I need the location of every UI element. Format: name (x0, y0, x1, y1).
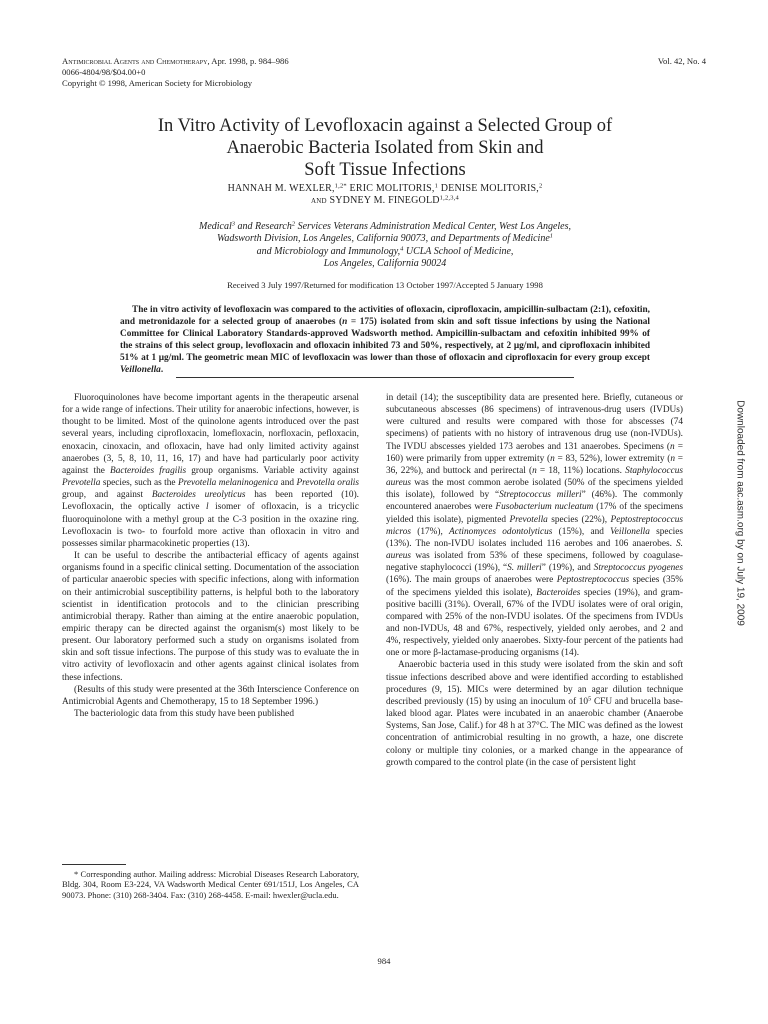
text: = 18, 11%) locations. (536, 465, 626, 476)
running-header (62, 56, 289, 89)
download-note: Downloaded from aac.asm.org by on July 19, 2009 (734, 400, 746, 626)
italic-text: Veillonella (610, 526, 650, 537)
affiliation-text: Los Angeles, California 90024 (323, 257, 447, 269)
paragraph (62, 392, 359, 550)
author-list (80, 183, 690, 207)
text: species (22%), (547, 514, 611, 525)
italic-text: Peptostreptococcus (556, 575, 630, 586)
italic-text: Bacteroides ureolyticus (151, 490, 246, 501)
italic-text: S. milleri (507, 563, 542, 574)
title-line: In Vitro Activity of Levofloxacin against a Selected Group of (157, 116, 613, 136)
text: CFU and brucella base-laked blood agar. Plates were incubated in an anaerobic chamber (Anaerobe Systems, San Jose, Calif.) for 48 h at 37°C. The MIC was defined as the lowest concentration of antimicrobial resulting in no growth, a haze, one discrete colony or multiple tiny colonies, or a marked change in the appearance of growth compared to the control plate (in the case of persistent light (386, 696, 683, 768)
abstract-divider (176, 377, 574, 378)
received-dates: Received 3 July 1997/Returned for modification 13 October 1997/Accepted 5 January 1998 (227, 280, 543, 290)
text: (17% of the specimens yielded this isolate), pigmented (386, 502, 683, 525)
affiliation-mark: 1 (549, 232, 554, 240)
italic-text: n (670, 453, 676, 464)
text: species (35% of the specimens yielded this isolate), (386, 575, 683, 598)
italic-text: l (206, 502, 209, 513)
italic-text: Bacteroides fragilis (110, 465, 187, 476)
affiliation-text: Services Veterans Administration Medical Center, West Los Angeles, (295, 221, 571, 232)
text: (17%), (410, 526, 450, 537)
abstract-italic: n (342, 317, 348, 328)
title-line: Soft Tissue Infections (304, 160, 466, 180)
text: and (278, 478, 297, 489)
italic-text: Streptococcus pyogenes (593, 563, 683, 574)
abstract-text: The in vitro activity of levofloxacin was compared to the activities of ofloxacin, ciprofloxacin, ampicillin-sulbactam (2:1), cefoxitin, and metronidazole for a selected group of anaerobes ( (120, 305, 650, 328)
text: isomer of ofloxacin, is a tricyclic fluoroquinolone with a methyl group at the C-3 position in the oxazine ring. Levofloxacin is two- to fourfold more active than ofloxacin in vitro and possesses similar pharmacokinetic properties (13). (62, 502, 360, 549)
text: group, and against (62, 490, 152, 501)
affiliation-text: and Research (235, 221, 292, 232)
italic-text: Bacteroides (536, 587, 581, 598)
italic-text: Fusobacterium nucleatum (495, 502, 594, 513)
text: ” (19%), and (541, 563, 594, 574)
abstract-text: = 175) isolated from skin and soft tissue infections by using the National Committee for Clinical Laboratory Standards-approved Wadsworth method. Ampicillin-sulbactam and cefoxitin inhibited 99% of the strains of this select group, levofloxacin and ofloxacin inhibited 73 and 50%, respectively, at 2 μg/ml, and ciprofloxacin inhibited 51% at 1 μg/ml. The geometric mean MIC of levofloxacin was lower than those of ofloxacin and ciprofloxacin for every group except (120, 317, 651, 364)
affiliation-text: Wadsworth Division, Los Angeles, California 90073, and Departments of Medicine (216, 233, 550, 245)
affiliation-text: and Microbiology and Immunology, (256, 245, 401, 257)
affiliation-text: Medical (198, 221, 232, 232)
author-affiliation-mark: 1,2,3,4 (439, 194, 459, 202)
journal-name: Antimicrobial Agents and Chemotherapy (62, 56, 208, 66)
italic-text: Peptostreptococcus micros (386, 514, 683, 537)
affiliations (80, 221, 690, 270)
text: species, such as the (100, 478, 178, 489)
italic-text: Prevotella oralis (296, 478, 360, 489)
abstract-text: . (160, 365, 164, 376)
author-name: HANNAH M. WEXLER, (227, 183, 335, 194)
italic-text: Actinomyces odontolyticus (449, 526, 553, 537)
text: species (13%). The non-IVDU isolates included 116 aerobes and 106 anaerobes. (386, 526, 683, 549)
abstract-italic: Veillonella (120, 365, 161, 376)
title-line: Anaerobic Bacteria Isolated from Skin and (226, 138, 544, 158)
text: was isolated from 53% of these specimens, followed by coagulase-negative staphylococci (19%), “ (386, 551, 683, 574)
affiliation-mark: 3 (231, 220, 235, 228)
affiliation-mark: 4 (400, 245, 404, 253)
italic-text: Prevotella (62, 478, 101, 489)
journal-citation (62, 56, 289, 67)
text: = 160) were primarily from upper extremity ( (386, 441, 683, 464)
volume-info: Vol. 42, No. 4 (657, 56, 706, 66)
paragraph (386, 392, 683, 659)
text: in detail (14); the susceptibility data are presented here. Briefly, cutaneous or subcutaneous abscesses (86 specimens) of intravenous-drug users (IVDUs) were cultured and results were compared with those for abscesses (74 specimens) of patients with no history of intravenous drug use (non-IVDUs). The IVDU abscesses yielded 173 aerobes and 131 anaerobes. Specimens ( (386, 393, 683, 452)
paragraph: It can be useful to describe the antibacterial efficacy of agents against organisms found in a specific clinical setting. Documentation of the association of particular anaerobic species with specific infections, along with information on their antimicrobial susceptibility patterns, is helpful both to the laboratory scientist in identification protocols and to the clinician prescribing antimicrobial therapy. Rather than aiming at the entire anaerobic population, empiric therapy can be directed against the organism(s) most likely to be present. Our laboratory performed such a study on organisms isolated from skin and soft tissue infections. The purpose of this study was to evaluate the in vitro activity of levofloxacin and other agents against clinical isolates from these infections. (62, 551, 359, 683)
text: (15%), and (552, 526, 611, 537)
author-name: ERIC MOLITORIS, (346, 183, 435, 194)
italic-text: Streptococcus milleri (499, 490, 582, 501)
author-conjunction: and (311, 195, 327, 206)
corresponding-author-footnote: * Corresponding author. Mailing address: Microbial Diseases Research Laboratory, Bldg. 304, Room E3-224, VA Wadsworth Medical Center 691/151J, Los Angeles, CA 90073. Phone: (310) 268-3404. Fax: (310) 268-4458. E-mail: hwexler@ucla.edu. (62, 869, 359, 900)
download-watermark (733, 298, 747, 728)
paragraph: The bacteriologic data from this study have been published (74, 709, 294, 720)
text: = 36, 22%), and buttock and perirectal ( (386, 453, 683, 476)
italic-text: n (550, 453, 555, 464)
italic-text: Prevotella melaninogenica (177, 478, 279, 489)
text: Anaerobic bacteria used in this study were isolated from the skin and soft tissue infections described above and were identified according to established procedures (9, 15). MICs were determined by an agar dilution technique described previously (15) by using an inoculum of 10 (386, 660, 683, 707)
affiliation-mark: 2 (291, 220, 296, 228)
author-affiliation-mark: 2 (538, 182, 543, 190)
footnote-divider (62, 864, 126, 865)
author-name: DENISE MOLITORIS, (438, 183, 539, 194)
issn: 0066-4804/98/$04.00+0 (62, 67, 146, 77)
affiliation-text: UCLA School of Medicine, (403, 245, 514, 257)
text: species (19%), and gram-positive bacilli (31%). Overall, 67% of the IVDU isolates were of oral origin, compared with 25% of the non-IVDU isolates. Of the specimens from IVDUs and non-IVDUs, 48 and 67%, respectively, yielded only aerobes, and 2 and 4%, respectively, yielded only anaerobes. Sixty-four percent of the patients had one or more β-lactamase-producing organisms (14). (386, 587, 683, 659)
text: = 83, 52%), lower extremity ( (554, 453, 671, 464)
author-name: SYDNEY M. FINEGOLD (326, 195, 440, 206)
left-column (62, 392, 359, 720)
italic-text: S. aureus (386, 538, 683, 562)
italic-text: n (532, 465, 537, 476)
text: group organisms. Variable activity against (186, 465, 359, 476)
author-affiliation-mark: 1,2* (334, 182, 347, 190)
abstract (120, 304, 650, 377)
author-affiliation-mark: 1 (434, 182, 439, 190)
italic-text: n (670, 441, 675, 452)
paragraph: (Results of this study were presented at the 36th Interscience Conference on Antimicrobial Agents and Chemotherapy, 15 to 18 September 1996.) (62, 684, 359, 707)
italic-text: Prevotella (509, 514, 548, 525)
right-column (386, 392, 683, 769)
copyright: Copyright © 1998, American Society for Microbiology (62, 78, 253, 88)
text: was the most common aerobe isolated (50% of the specimens yielded this isolate), followed by “ (386, 478, 683, 501)
text: has been reported (10). Levofloxacin, the optically active (62, 490, 360, 513)
article-title (80, 115, 690, 181)
italic-text: Staphylococcus aureus (386, 465, 684, 489)
page-number: 984 (377, 956, 391, 966)
text: (16%). The main groups of anaerobes were (386, 575, 557, 586)
text: Fluoroquinolones have become important agents in the therapeutic arsenal for a wide range of infections. Their utility for anaerobic infections, however, is thought to be limited. Most of the quinolone agents introduced over the past several years, including ciprofloxacin, lomefloxacin, norfloxacin, pefloxacin, enoxacin, cinoxacin, and ofloxacin, have had only limited activity against anaerobes (3, 5, 8, 10, 11, 16, 17) and have had particularly poor activity against the (62, 393, 359, 476)
issue-pages: , Apr. 1998, p. 984–986 (207, 56, 289, 66)
paragraph (386, 659, 683, 768)
superscript: 5 (588, 695, 592, 703)
text: ” (46%). The commonly encountered anaerobes were (386, 490, 683, 513)
